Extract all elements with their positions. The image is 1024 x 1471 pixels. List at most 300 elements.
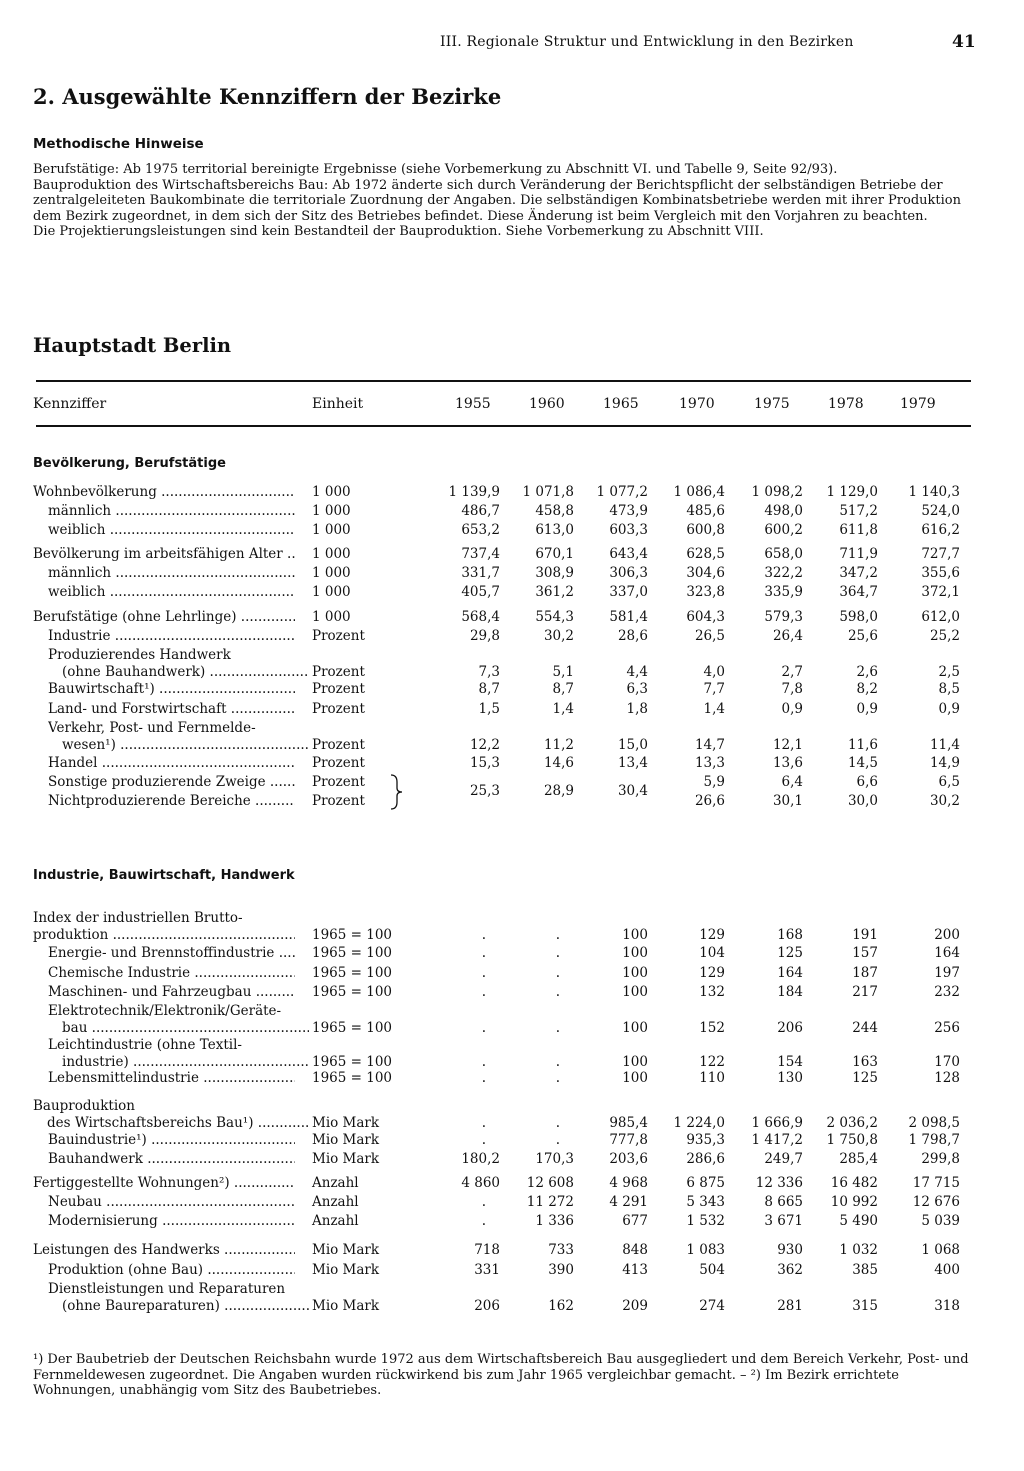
cell-value: 12,1 <box>772 737 803 753</box>
row-label: Energie- und Brennstoffindustrie ..... <box>48 945 295 961</box>
cell-value: 458,8 <box>535 503 574 519</box>
footnotes <box>33 1352 983 1399</box>
table-row <box>0 546 1024 563</box>
cell-value: 5,1 <box>552 664 574 680</box>
header-einheit: Einheit <box>312 396 364 412</box>
cell-value: 1 077,2 <box>596 484 648 500</box>
row-unit: 1 000 <box>312 546 351 562</box>
cell-value: 232 <box>934 984 960 1000</box>
row-unit: 1965 = 100 <box>312 927 393 943</box>
row-label: weiblich ..... <box>48 522 295 538</box>
row-label: industrie) ..... <box>48 1054 309 1070</box>
cell-value: 6,3 <box>626 681 648 697</box>
cell-value: 2,6 <box>856 664 878 680</box>
merged-value: 30,4 <box>617 783 648 799</box>
cell-value: 256 <box>934 1020 960 1036</box>
table-row <box>0 1070 1024 1087</box>
row-unit: Prozent <box>312 701 365 717</box>
cell-value: 405,7 <box>461 584 500 600</box>
cell-value: 306,3 <box>609 565 648 581</box>
table-row <box>0 681 1024 698</box>
page-number: 41 <box>952 32 976 52</box>
cell-value: 658,0 <box>764 546 803 562</box>
cell-value: 1,5 <box>478 701 500 717</box>
cell-value: 598,0 <box>839 609 878 625</box>
row-unit: Mio Mark <box>312 1115 380 1131</box>
header-year: 1955 <box>455 396 491 412</box>
row-unit: 1965 = 100 <box>312 984 393 1000</box>
row-label: Produktion (ohne Bau) ..... <box>48 1262 295 1278</box>
row-unit: Mio Mark <box>312 1132 380 1148</box>
cell-value: 129 <box>699 927 725 943</box>
cell-value: 197 <box>934 965 960 981</box>
table-row <box>0 1115 1024 1132</box>
cell-value: 25,6 <box>847 628 878 644</box>
cell-value: 331,7 <box>461 565 500 581</box>
cell-value: 485,6 <box>686 503 725 519</box>
cell-value: 318 <box>934 1298 960 1314</box>
row-label: Elektrotechnik/Elektronik/Geräte- <box>48 1003 282 1019</box>
cell-value: 11,6 <box>847 737 878 753</box>
cell-value: 2 036,2 <box>826 1115 878 1131</box>
cell-value: . <box>555 1070 560 1086</box>
row-unit: Prozent <box>312 793 365 809</box>
cell-value: 308,9 <box>535 565 574 581</box>
row-unit: 1 000 <box>312 584 351 600</box>
row-label: (ohne Baureparaturen) ..... <box>48 1298 309 1314</box>
table-row <box>0 1054 1024 1071</box>
cell-value: 486,7 <box>461 503 500 519</box>
row-unit: Prozent <box>312 755 365 771</box>
table-row <box>0 1298 1024 1315</box>
cell-value: 12,2 <box>469 737 500 753</box>
footnote-text: ¹) Der Baubetrieb der Deutschen Reichsbahn wurde 1972 aus dem Wirtschaftsbereich Bau ausgegliedert und dem Bereich Verkehr, Post- und Fernmeldewesen zugeordnet. Die Angaben wurden rückwirkend bis zum Jahr 1965 vergleichbar gemacht. – ²) Im Bezirk errichtete Wohnungen, unabhängig vom Sitz des Baubetriebes. <box>33 1352 969 1398</box>
cell-value: 30,0 <box>847 793 878 809</box>
cell-value: 157 <box>852 945 878 961</box>
cell-value: 2 098,5 <box>908 1115 960 1131</box>
row-unit: Prozent <box>312 681 365 697</box>
cell-value: 4,4 <box>626 664 648 680</box>
cell-value: 1 139,9 <box>448 484 500 500</box>
cell-value: . <box>481 965 486 981</box>
row-label: Bauhandwerk ..... <box>48 1151 295 1167</box>
row-unit: Anzahl <box>312 1175 359 1191</box>
row-unit: 1965 = 100 <box>312 1020 393 1036</box>
row-label: Produzierendes Handwerk <box>48 647 231 663</box>
cell-value: 11 272 <box>526 1194 574 1210</box>
header-year: 1978 <box>828 396 864 412</box>
cell-value: 600,8 <box>686 522 725 538</box>
cell-value: 152 <box>699 1020 725 1036</box>
group-title: Bevölkerung, Berufstätige <box>33 456 226 471</box>
cell-value: 14,6 <box>543 755 574 771</box>
cell-value: 322,2 <box>764 565 803 581</box>
cell-value: 110 <box>699 1070 725 1086</box>
cell-value: 100 <box>622 965 648 981</box>
cell-value: 362 <box>777 1262 803 1278</box>
cell-value: 15,3 <box>469 755 500 771</box>
cell-value: . <box>481 1070 486 1086</box>
cell-value: 129 <box>699 965 725 981</box>
cell-value: 4 291 <box>609 1194 648 1210</box>
section-title: 2. Ausgewählte Kennziffern der Bezirke <box>33 84 502 109</box>
note-paragraph: Berufstätige: Ab 1975 territorial bereinigte Ergebnisse (siehe Vorbemerkung zu Abschnitt VI. und Tabelle 9, Seite 92/93). <box>33 162 838 177</box>
cell-value: 6,4 <box>781 774 803 790</box>
row-label: Handel ..... <box>48 755 295 771</box>
cell-value: 0,9 <box>856 701 878 717</box>
cell-value: . <box>555 1115 560 1131</box>
row-unit: Anzahl <box>312 1194 359 1210</box>
cell-value: 29,8 <box>469 628 500 644</box>
cell-value: 372,1 <box>921 584 960 600</box>
cell-value: 1 666,9 <box>751 1115 803 1131</box>
cell-value: 162 <box>548 1298 574 1314</box>
table-row-label-line <box>0 720 1024 737</box>
cell-value: 26,5 <box>694 628 725 644</box>
row-unit: Prozent <box>312 774 365 790</box>
cell-value: 1 140,3 <box>908 484 960 500</box>
cell-value: 26,6 <box>694 793 725 809</box>
row-unit: 1 000 <box>312 522 351 538</box>
cell-value: 2,5 <box>938 664 960 680</box>
row-label: Neubau ..... <box>48 1194 295 1210</box>
merged-value: 25,3 <box>469 783 500 799</box>
cell-value: . <box>555 1132 560 1148</box>
cell-value: 5 343 <box>686 1194 725 1210</box>
cell-value: 28,6 <box>617 628 648 644</box>
region-title: Hauptstadt Berlin <box>33 334 232 357</box>
table-row <box>0 565 1024 582</box>
row-label: Land- und Forstwirtschaft ..... <box>48 701 295 717</box>
cell-value: . <box>481 1213 486 1229</box>
cell-value: 130 <box>777 1070 803 1086</box>
note-paragraph: Bauproduktion des Wirtschaftsbereichs Bau: Ab 1972 änderte sich durch Veränderung der Berichtspflicht der selbständigen Betriebe der zentralgeleiteten Baukombinate die territoriale Zuordnung der Angaben. Die selbständigen Kombinatsbetriebe werden mit ihrer Produktion dem Bezirk zugeordnet, in dem sich der Sitz des Betriebes befindet. Diese Änderung ist beim Vergleich mit den Vorjahren zu beachten. <box>33 177 961 224</box>
cell-value: 733 <box>548 1242 574 1258</box>
cell-value: 12 336 <box>755 1175 803 1191</box>
row-unit: 1 000 <box>312 503 351 519</box>
table-row <box>0 664 1024 681</box>
cell-value: . <box>481 1054 486 1070</box>
cell-value: . <box>555 1054 560 1070</box>
row-unit: 1965 = 100 <box>312 945 393 961</box>
row-label: Nichtproduzierende Bereiche ..... <box>48 793 295 809</box>
row-label: männlich ..... <box>48 565 295 581</box>
cell-value: 206 <box>474 1298 500 1314</box>
cell-value: 128 <box>934 1070 960 1086</box>
cell-value: 184 <box>777 984 803 1000</box>
cell-value: 1 798,7 <box>908 1132 960 1148</box>
cell-value: 848 <box>622 1242 648 1258</box>
cell-value: 11,2 <box>543 737 574 753</box>
cell-value: 17 715 <box>912 1175 960 1191</box>
running-head: III. Regionale Struktur und Entwicklung in den Bezirken <box>440 34 854 50</box>
cell-value: 930 <box>777 1242 803 1258</box>
row-unit: Anzahl <box>312 1213 359 1229</box>
table-row <box>0 609 1024 626</box>
table-row <box>0 1194 1024 1211</box>
row-label: wesen¹) ..... <box>48 737 309 753</box>
merged-value: 28,9 <box>543 783 574 799</box>
table-row <box>0 701 1024 718</box>
cell-value: 361,2 <box>535 584 574 600</box>
cell-value: 473,9 <box>609 503 648 519</box>
table-row-label-line <box>0 1281 1024 1298</box>
cell-value: 191 <box>852 927 878 943</box>
table-row <box>0 1242 1024 1259</box>
table-row <box>0 1262 1024 1279</box>
notes-heading: Methodische Hinweise <box>33 136 204 152</box>
cell-value: 600,2 <box>764 522 803 538</box>
row-label: Bauindustrie¹) ..... <box>48 1132 295 1148</box>
row-unit: Prozent <box>312 628 365 644</box>
cell-value: 163 <box>852 1054 878 1070</box>
cell-value: 579,3 <box>764 609 803 625</box>
cell-value: 1 083 <box>686 1242 725 1258</box>
cell-value: 304,6 <box>686 565 725 581</box>
cell-value: 249,7 <box>764 1151 803 1167</box>
table-header-rule <box>36 425 971 427</box>
cell-value: . <box>555 945 560 961</box>
row-label: Dienstleistungen und Reparaturen <box>48 1281 286 1297</box>
cell-value: 8,7 <box>552 681 574 697</box>
cell-value: 4 968 <box>609 1175 648 1191</box>
row-unit: 1 000 <box>312 609 351 625</box>
row-unit: 1965 = 100 <box>312 965 393 981</box>
row-label: Leichtindustrie (ohne Textil- <box>48 1037 242 1053</box>
cell-value: 100 <box>622 1054 648 1070</box>
row-label: bau ..... <box>48 1020 309 1036</box>
cell-value: 554,3 <box>535 609 574 625</box>
table-row <box>0 927 1024 944</box>
cell-value: 413 <box>622 1262 648 1278</box>
cell-value: 5 039 <box>921 1213 960 1229</box>
table-row <box>0 503 1024 520</box>
cell-value: 285,4 <box>839 1151 878 1167</box>
header-year: 1965 <box>603 396 639 412</box>
cell-value: 209 <box>622 1298 648 1314</box>
cell-value: 3 671 <box>764 1213 803 1229</box>
table-row <box>0 1151 1024 1168</box>
header-kennziffer: Kennziffer <box>33 396 107 412</box>
row-unit: 1 000 <box>312 565 351 581</box>
cell-value: 8 665 <box>764 1194 803 1210</box>
cell-value: 6,5 <box>938 774 960 790</box>
cell-value: 2,7 <box>781 664 803 680</box>
row-label: Verkehr, Post- und Fernmelde- <box>48 720 256 736</box>
methodological-notes <box>33 162 983 240</box>
row-label: Bauwirtschaft¹) ..... <box>48 681 295 697</box>
cell-value: 1 032 <box>839 1242 878 1258</box>
row-label: Wohnbevölkerung ..... <box>33 484 295 500</box>
row-unit: 1965 = 100 <box>312 1070 393 1086</box>
cell-value: 5 490 <box>839 1213 878 1229</box>
cell-value: 286,6 <box>686 1151 725 1167</box>
row-label: des Wirtschaftsbereichs Bau¹) ..... <box>33 1115 309 1131</box>
cell-value: . <box>481 927 486 943</box>
cell-value: 164 <box>934 945 960 961</box>
cell-value: 100 <box>622 1070 648 1086</box>
cell-value: 355,6 <box>921 565 960 581</box>
row-unit: Mio Mark <box>312 1298 380 1314</box>
row-label: Fertiggestellte Wohnungen²) ..... <box>33 1175 295 1191</box>
cell-value: 498,0 <box>764 503 803 519</box>
cell-value: 611,8 <box>839 522 878 538</box>
table-row-label-line <box>0 910 1024 927</box>
cell-value: 1 532 <box>686 1213 725 1229</box>
cell-value: 331 <box>474 1262 500 1278</box>
cell-value: 985,4 <box>609 1115 648 1131</box>
cell-value: 8,2 <box>856 681 878 697</box>
cell-value: 14,9 <box>929 755 960 771</box>
cell-value: 5,9 <box>703 774 725 790</box>
cell-value: 603,3 <box>609 522 648 538</box>
cell-value: 613,0 <box>535 522 574 538</box>
row-label: Bauproduktion <box>33 1098 135 1114</box>
cell-value: 125 <box>852 1070 878 1086</box>
cell-value: 100 <box>622 945 648 961</box>
row-unit: Mio Mark <box>312 1262 380 1278</box>
row-label: Leistungen des Handwerks ..... <box>33 1242 295 1258</box>
brace-icon <box>388 774 406 810</box>
cell-value: 653,2 <box>461 522 500 538</box>
cell-value: 25,2 <box>929 628 960 644</box>
header-year: 1975 <box>754 396 790 412</box>
cell-value: 1 086,4 <box>673 484 725 500</box>
cell-value: 6,6 <box>856 774 878 790</box>
cell-value: 385 <box>852 1262 878 1278</box>
cell-value: 347,2 <box>839 565 878 581</box>
table-row <box>0 1132 1024 1149</box>
cell-value: . <box>555 1020 560 1036</box>
cell-value: 777,8 <box>609 1132 648 1148</box>
cell-value: 7,7 <box>703 681 725 697</box>
cell-value: 4 860 <box>461 1175 500 1191</box>
cell-value: 323,8 <box>686 584 725 600</box>
cell-value: 180,2 <box>461 1151 500 1167</box>
cell-value: 168 <box>777 927 803 943</box>
cell-value: 670,1 <box>535 546 574 562</box>
cell-value: 125 <box>777 945 803 961</box>
cell-value: 612,0 <box>921 609 960 625</box>
row-label: Modernisierung ..... <box>48 1213 295 1229</box>
cell-value: 616,2 <box>921 522 960 538</box>
cell-value: 604,3 <box>686 609 725 625</box>
cell-value: 104 <box>699 945 725 961</box>
cell-value: 154 <box>777 1054 803 1070</box>
cell-value: 100 <box>622 984 648 1000</box>
table-top-rule <box>36 380 971 382</box>
cell-value: 643,4 <box>609 546 648 562</box>
table-row-label-line <box>0 1098 1024 1115</box>
table-row-label-line <box>0 647 1024 664</box>
row-label: weiblich ..... <box>48 584 295 600</box>
cell-value: 8,5 <box>938 681 960 697</box>
cell-value: 1,4 <box>703 701 725 717</box>
row-unit: Mio Mark <box>312 1242 380 1258</box>
cell-value: 187 <box>852 965 878 981</box>
cell-value: 1 336 <box>535 1213 574 1229</box>
cell-value: 30,1 <box>772 793 803 809</box>
table-row <box>0 945 1024 962</box>
cell-value: 132 <box>699 984 725 1000</box>
cell-value: 170,3 <box>535 1151 574 1167</box>
cell-value: 581,4 <box>609 609 648 625</box>
cell-value: 517,2 <box>839 503 878 519</box>
row-label: Chemische Industrie ..... <box>48 965 295 981</box>
table-row <box>0 584 1024 601</box>
cell-value: 4,0 <box>703 664 725 680</box>
cell-value: 274 <box>699 1298 725 1314</box>
cell-value: 568,4 <box>461 609 500 625</box>
cell-value: . <box>481 1020 486 1036</box>
cell-value: 164 <box>777 965 803 981</box>
cell-value: 935,3 <box>686 1132 725 1148</box>
table-row-label-line <box>0 1037 1024 1054</box>
header-year: 1979 <box>900 396 936 412</box>
row-label: Sonstige produzierende Zweige ..... <box>48 774 295 790</box>
cell-value: 0,9 <box>938 701 960 717</box>
cell-value: 1,4 <box>552 701 574 717</box>
cell-value: 203,6 <box>609 1151 648 1167</box>
cell-value: 677 <box>622 1213 648 1229</box>
cell-value: 217 <box>852 984 878 1000</box>
table-row-label-line <box>0 1003 1024 1020</box>
cell-value: . <box>481 1115 486 1131</box>
cell-value: 30,2 <box>929 793 960 809</box>
cell-value: 10 992 <box>830 1194 878 1210</box>
cell-value: . <box>481 984 486 1000</box>
cell-value: 170 <box>934 1054 960 1070</box>
cell-value: 26,4 <box>772 628 803 644</box>
cell-value: 390 <box>548 1262 574 1278</box>
cell-value: 337,0 <box>609 584 648 600</box>
cell-value: 711,9 <box>839 546 878 562</box>
cell-value: . <box>481 945 486 961</box>
cell-value: 315 <box>852 1298 878 1314</box>
header-year: 1960 <box>529 396 565 412</box>
cell-value: 400 <box>934 1262 960 1278</box>
cell-value: 1 071,8 <box>522 484 574 500</box>
cell-value: 737,4 <box>461 546 500 562</box>
cell-value: 11,4 <box>929 737 960 753</box>
cell-value: 718 <box>474 1242 500 1258</box>
row-label: (ohne Bauhandwerk) ..... <box>48 664 309 680</box>
table-row <box>0 1175 1024 1192</box>
cell-value: 1 098,2 <box>751 484 803 500</box>
cell-value: 13,6 <box>772 755 803 771</box>
row-unit: 1 000 <box>312 484 351 500</box>
cell-value: 30,2 <box>543 628 574 644</box>
cell-value: 122 <box>699 1054 725 1070</box>
cell-value: . <box>555 927 560 943</box>
cell-value: 14,7 <box>694 737 725 753</box>
row-unit: 1965 = 100 <box>312 1054 393 1070</box>
cell-value: 1 068 <box>921 1242 960 1258</box>
table-row <box>0 1020 1024 1037</box>
cell-value: 16 482 <box>830 1175 878 1191</box>
row-label: Industrie ..... <box>48 628 295 644</box>
cell-value: 206 <box>777 1020 803 1036</box>
cell-value: 12 676 <box>912 1194 960 1210</box>
table-row <box>0 1213 1024 1230</box>
cell-value: 0,9 <box>781 701 803 717</box>
cell-value: 7,3 <box>478 664 500 680</box>
row-unit: Prozent <box>312 664 365 680</box>
cell-value: . <box>481 1132 486 1148</box>
row-unit: Prozent <box>312 737 365 753</box>
cell-value: . <box>555 965 560 981</box>
table-row <box>0 755 1024 772</box>
